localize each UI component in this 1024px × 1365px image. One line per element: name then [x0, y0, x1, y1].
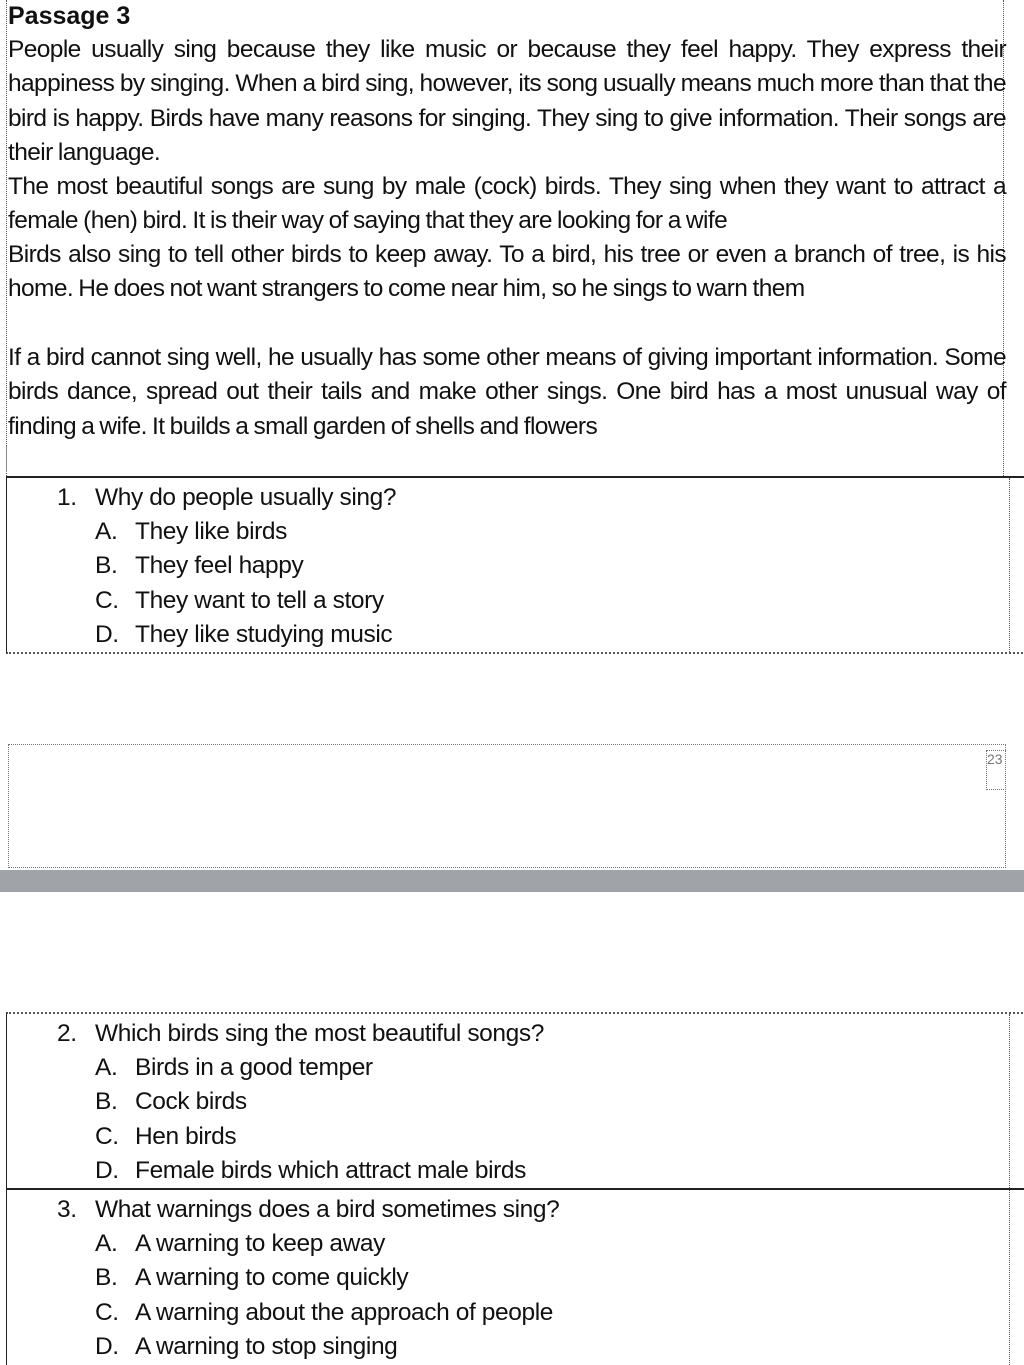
passage-paragraph-1: People usually sing because they like music or because they feel happy. They express their happiness by singing. When a bird sing, however, its song usually means much more than that the bird is happy. Birds have many reasons for singing. They sing to give information. Their songs are their language.	[8, 36, 1006, 166]
option-letter: D.	[95, 1156, 119, 1184]
option-text: They like studying music	[135, 620, 393, 648]
page-break-gap	[0, 870, 1024, 892]
question-1-stem	[57, 481, 396, 515]
question-2-option-b[interactable]	[95, 1085, 526, 1119]
text-cursor-mark	[6, 446, 9, 472]
option-text: A warning about the approach of people	[135, 1298, 553, 1326]
passage-paragraph-4: If a bird cannot sing well, he usually has some other means of giving important information. Some birds dance, spread out their tails and make other sings. One bird has a most unusual way of finding a wife. It builds a small garden of shells and flowers	[8, 344, 1006, 440]
question-1-option-d[interactable]	[95, 618, 392, 652]
option-text: Hen birds	[135, 1122, 237, 1150]
question-1-option-c[interactable]	[95, 584, 392, 618]
option-letter: A.	[95, 518, 118, 545]
option-letter: B.	[95, 552, 118, 580]
question-3-number: 3.	[57, 1196, 77, 1223]
question-3-option-c[interactable]	[95, 1296, 553, 1330]
option-letter: B.	[95, 1088, 118, 1116]
option-letter: D.	[95, 620, 119, 648]
question-3-option-d[interactable]	[95, 1330, 553, 1364]
question-2-stem	[57, 1017, 544, 1051]
question-1-right-border	[1009, 478, 1010, 652]
page-number-box: 23	[986, 750, 1006, 790]
question-3-option-a[interactable]	[95, 1227, 553, 1261]
question-1-option-b[interactable]	[95, 549, 392, 583]
option-letter: C.	[95, 1122, 119, 1150]
option-letter: A.	[95, 1230, 118, 1257]
option-letter: C.	[95, 1298, 119, 1326]
question-2-options	[95, 1051, 526, 1188]
passage-title: Passage 3	[8, 2, 131, 30]
question-2-number: 2.	[57, 1020, 77, 1047]
option-letter: A.	[95, 1054, 118, 1081]
question-3-block[interactable]	[6, 1190, 1024, 1365]
question-2-text: Which birds sing the most beautiful songs?	[95, 1020, 544, 1047]
option-text: Birds in a good temper	[135, 1054, 373, 1081]
option-text: They feel happy	[135, 552, 304, 580]
question-2-option-d[interactable]	[95, 1154, 526, 1188]
question-2-right-border	[1009, 1014, 1010, 1188]
question-3-options	[95, 1227, 553, 1364]
option-text: A warning to keep away	[135, 1230, 385, 1257]
question-3-stem	[57, 1193, 559, 1227]
question-1-option-a[interactable]	[95, 515, 392, 549]
question-3-text: What warnings does a bird sometimes sing?	[95, 1196, 560, 1223]
option-text: They like birds	[135, 518, 287, 545]
passage-paragraph-3: Birds also sing to tell other birds to keep away. To a bird, his tree or even a branch of tree, is his home. He does not want strangers to come near him, so he sings to warn them	[8, 241, 1006, 303]
question-1-number: 1.	[57, 484, 77, 511]
option-text: Female birds which attract male birds	[135, 1156, 526, 1184]
question-2-option-a[interactable]	[95, 1051, 526, 1085]
option-text: A warning to come quickly	[135, 1264, 409, 1292]
passage-paragraph-2: The most beautiful songs are sung by male (cock) birds. They sing when they want to attract a female (hen) bird. It is their way of saying that they are looking for a wife	[8, 173, 1006, 235]
question-3-option-b[interactable]	[95, 1261, 553, 1295]
option-letter: C.	[95, 586, 119, 614]
option-text: A warning to stop singing	[135, 1332, 398, 1360]
page-footer-area[interactable]	[8, 744, 1006, 868]
question-3-right-border	[1009, 1190, 1010, 1365]
question-2-block[interactable]	[6, 1012, 1024, 1190]
option-text: They want to tell a story	[135, 586, 384, 614]
question-1-text: Why do people usually sing?	[95, 484, 397, 511]
question-1-block[interactable]	[6, 476, 1024, 654]
question-2-option-c[interactable]	[95, 1120, 526, 1154]
option-letter: D.	[95, 1332, 119, 1360]
option-letter: B.	[95, 1264, 118, 1292]
question-1-options	[95, 515, 392, 652]
option-text: Cock birds	[135, 1088, 247, 1116]
